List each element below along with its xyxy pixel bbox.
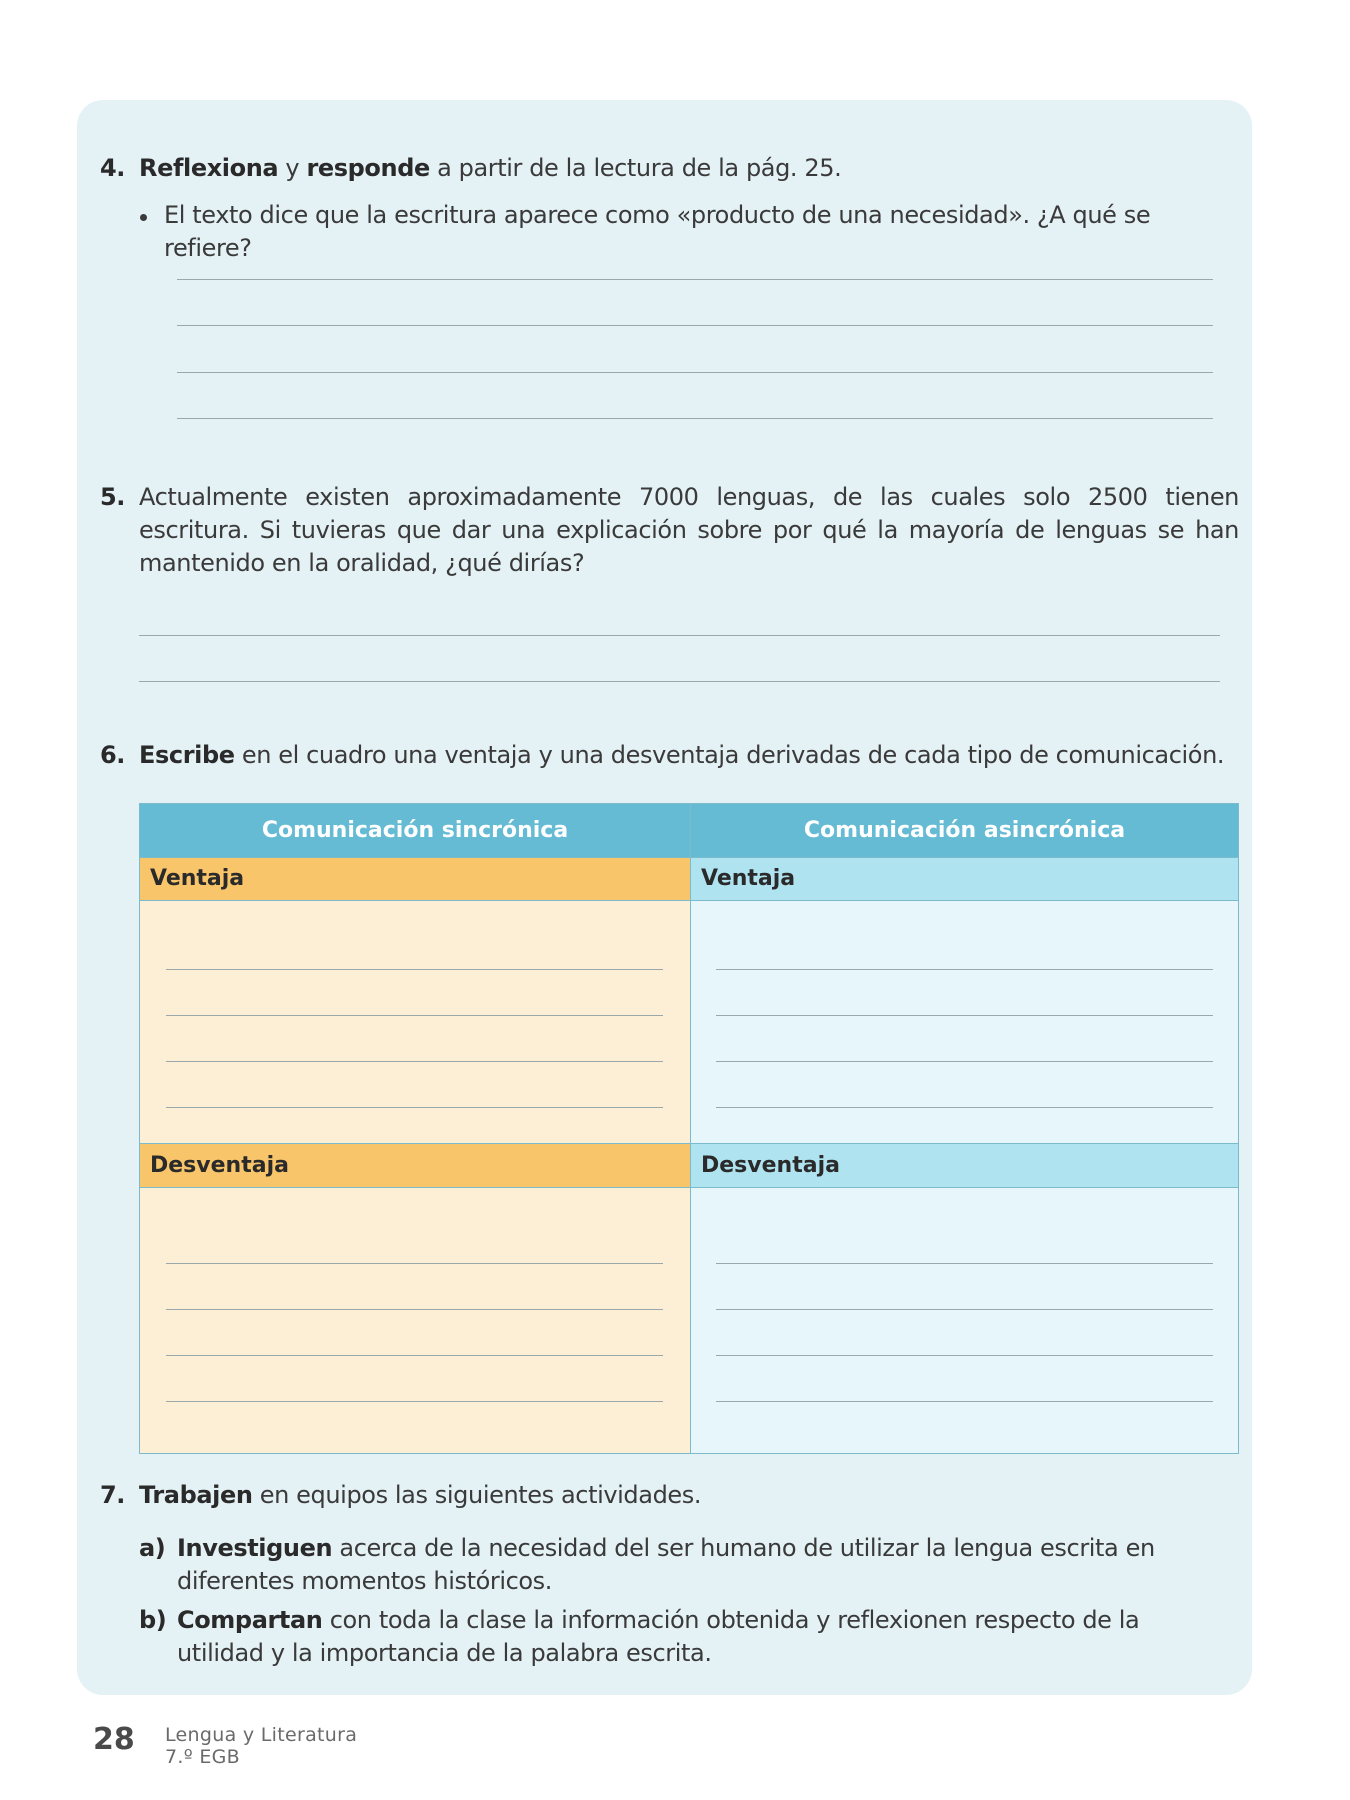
answer-line[interactable] xyxy=(716,1309,1213,1310)
question-4-prompt: Reflexiona y responde a partir de la lectura de la pág. 25. xyxy=(139,154,842,182)
item-b-label: b) xyxy=(139,1606,167,1634)
item-a-text: Investiguen acerca de la necesidad del ser humano de utilizar la lengua escrita en diferentes momentos históricos. xyxy=(177,1534,1155,1595)
answer-line[interactable] xyxy=(716,1107,1213,1108)
question-4-number: 4. xyxy=(100,154,126,182)
answer-line[interactable] xyxy=(166,1015,663,1016)
answer-line[interactable] xyxy=(177,325,1213,326)
table-divider xyxy=(140,1143,1238,1144)
question-7-prompt: Trabajen en equipos las siguientes actividades. xyxy=(139,1481,702,1509)
table-divider xyxy=(690,804,691,1453)
answer-line[interactable] xyxy=(166,1107,663,1108)
footer-subject: Lengua y Literatura xyxy=(165,1724,358,1746)
answer-line[interactable] xyxy=(716,1263,1213,1264)
sync-advantage-label: Ventaja xyxy=(140,857,690,900)
sync-advantage-cell[interactable] xyxy=(140,900,690,1143)
question-4-bullet: El texto dice que la escritura aparece como «producto de una necesidad». ¿A qué se refiere? xyxy=(164,201,1151,262)
item-a-label: a) xyxy=(139,1534,166,1562)
question-5-number: 5. xyxy=(100,483,126,511)
answer-line[interactable] xyxy=(716,1401,1213,1402)
answer-line[interactable] xyxy=(177,279,1213,280)
answer-line[interactable] xyxy=(139,681,1220,682)
answer-line[interactable] xyxy=(177,372,1213,373)
answer-line[interactable] xyxy=(166,1401,663,1402)
async-disadvantage-label: Desventaja xyxy=(691,1144,1238,1187)
answer-line[interactable] xyxy=(716,1061,1213,1062)
page-number: 28 xyxy=(93,1722,135,1757)
question-7-number: 7. xyxy=(100,1481,126,1509)
item-b-text: Compartan con toda la clase la información obtenida y reflexionen respecto de la utilidad y la importancia de la palabra escrita. xyxy=(177,1606,1140,1667)
answer-line[interactable] xyxy=(716,969,1213,970)
footer-grade: 7.º EGB xyxy=(165,1746,240,1768)
answer-line[interactable] xyxy=(716,1355,1213,1356)
bullet-icon xyxy=(140,214,147,221)
answer-line[interactable] xyxy=(166,969,663,970)
answer-line[interactable] xyxy=(177,418,1213,419)
communication-table xyxy=(139,803,1239,1454)
question-6-prompt: Escribe en el cuadro una ventaja y una desventaja derivadas de cada tipo de comunicación. xyxy=(139,741,1225,769)
answer-line[interactable] xyxy=(166,1309,663,1310)
sync-disadvantage-label: Desventaja xyxy=(140,1144,690,1187)
table-header-synchronous: Comunicación sincrónica xyxy=(140,804,690,857)
question-6-number: 6. xyxy=(100,741,126,769)
async-advantage-cell[interactable] xyxy=(691,900,1238,1143)
sync-disadvantage-cell[interactable] xyxy=(140,1187,690,1453)
answer-line[interactable] xyxy=(716,1015,1213,1016)
async-advantage-label: Ventaja xyxy=(691,857,1238,900)
table-divider xyxy=(140,857,1238,858)
table-header-asynchronous: Comunicación asincrónica xyxy=(691,804,1238,857)
async-disadvantage-cell[interactable] xyxy=(691,1187,1238,1453)
table-divider xyxy=(140,1187,1238,1188)
answer-line[interactable] xyxy=(166,1355,663,1356)
question-5-prompt: Actualmente existen aproximadamente 7000 lenguas, de las cuales solo 2500 tienen escritura. Si tuvieras que dar una explicación sobre por qué la mayoría de lenguas se han mantenido en la oralidad, ¿qué dirías? xyxy=(139,483,1239,577)
answer-line[interactable] xyxy=(166,1263,663,1264)
table-divider xyxy=(140,900,1238,901)
answer-line[interactable] xyxy=(139,635,1220,636)
answer-line[interactable] xyxy=(166,1061,663,1062)
